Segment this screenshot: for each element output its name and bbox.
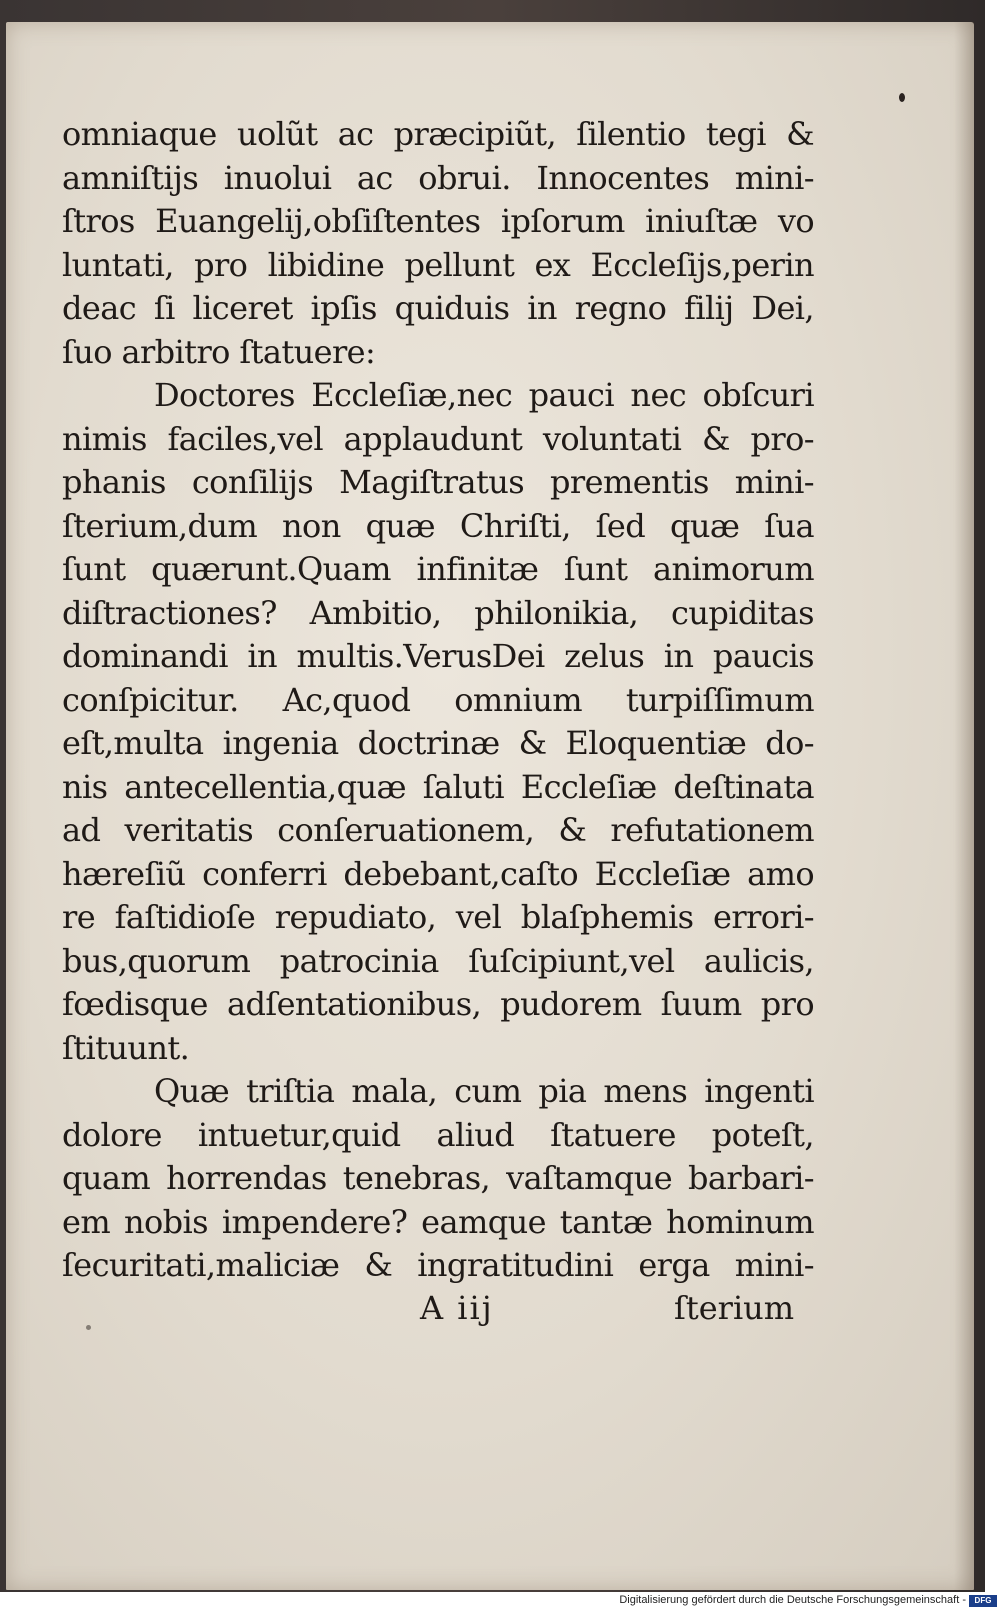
text-line: ſterium,dum non quæ Chriſti, ſed quæ ſua: [62, 506, 814, 545]
ink-speck: [899, 93, 905, 102]
signature-mark: A iij: [420, 1289, 494, 1327]
dfg-credit-text: Digitalisierung gefördert durch die Deutsche Forschungsgemeinschaft -: [619, 1594, 966, 1606]
text-line: ſecuritati,maliciæ & ingratitudini erga mini-: [62, 1246, 814, 1284]
text-line: ſtros Euangelij,obſiſtentes ipſorum iniuſtæ vo: [62, 202, 814, 240]
text-line: nimis faciles,vel applaudunt voluntati & pro-: [62, 419, 814, 458]
text-line: Quæ triſtia mala, cum pia mens ingenti: [154, 1072, 814, 1110]
text-line: deac ſi liceret ipſis quiduis in regno filij Dei,: [62, 289, 814, 327]
dfg-logo: DFG: [969, 1595, 997, 1607]
text-line: re faſtidioſe repudiato, vel blaſphemis errori-: [62, 898, 814, 936]
page-text: [62, 113, 814, 1288]
text-line: omniaque uolũt ac præcipiũt, ſilentio tegi &: [62, 115, 814, 153]
text-line: phanis conſilijs Magiſtratus prementis mini-: [62, 463, 814, 501]
text-line: em nobis impendere? eamque tantæ hominum: [62, 1202, 814, 1241]
text-line: bus,quorum patrocinia ſuſcipiunt,vel aulicis,: [62, 941, 814, 980]
text-line: ſtituunt.: [62, 1028, 190, 1067]
text-line: quam horrendas tenebras, vaſtamque barbari-: [62, 1159, 814, 1197]
text-line: conſpicitur. Ac,quod omnium turpiſſimum: [62, 680, 814, 719]
text-line: nis antecellentia,quæ ſaluti Eccleſiæ deſtinata: [62, 767, 814, 806]
text-line: hæreſiũ conferri debebant,caſto Eccleſiæ amo: [62, 854, 814, 893]
text-line: eſt,multa ingenia doctrinæ & Eloquentiæ do-: [62, 724, 814, 762]
credit-bar: [0, 1592, 1000, 1611]
text-line: dolore intuetur,quid aliud ſtatuere poteſt,: [62, 1115, 814, 1154]
text-line: ſunt quærunt.Quam infinitæ ſunt animorum: [62, 550, 814, 588]
text-line: Doctores Eccleſiæ,nec pauci nec obſcuri: [154, 376, 814, 414]
text-line: ad veritatis conſeruationem, & refutationem: [62, 811, 814, 849]
text-line: luntati, pro libidine pellunt ex Eccleſijs,perin: [62, 245, 814, 284]
text-line: dominandi in multis.VerusDei zelus in paucis: [62, 637, 814, 675]
catchword: ſterium: [674, 1289, 795, 1327]
text-line: diſtractiones? Ambitio, philonikia, cupiditas: [62, 593, 814, 632]
page-footer: [62, 1289, 814, 1333]
text-line: amniſtijs inuolui ac obrui. Innocentes mini-: [62, 158, 814, 197]
text-line: fœdisque adſentationibus, pudorem ſuum pro: [62, 985, 814, 1023]
text-line: ſuo arbitro ſtatuere:: [62, 332, 376, 371]
